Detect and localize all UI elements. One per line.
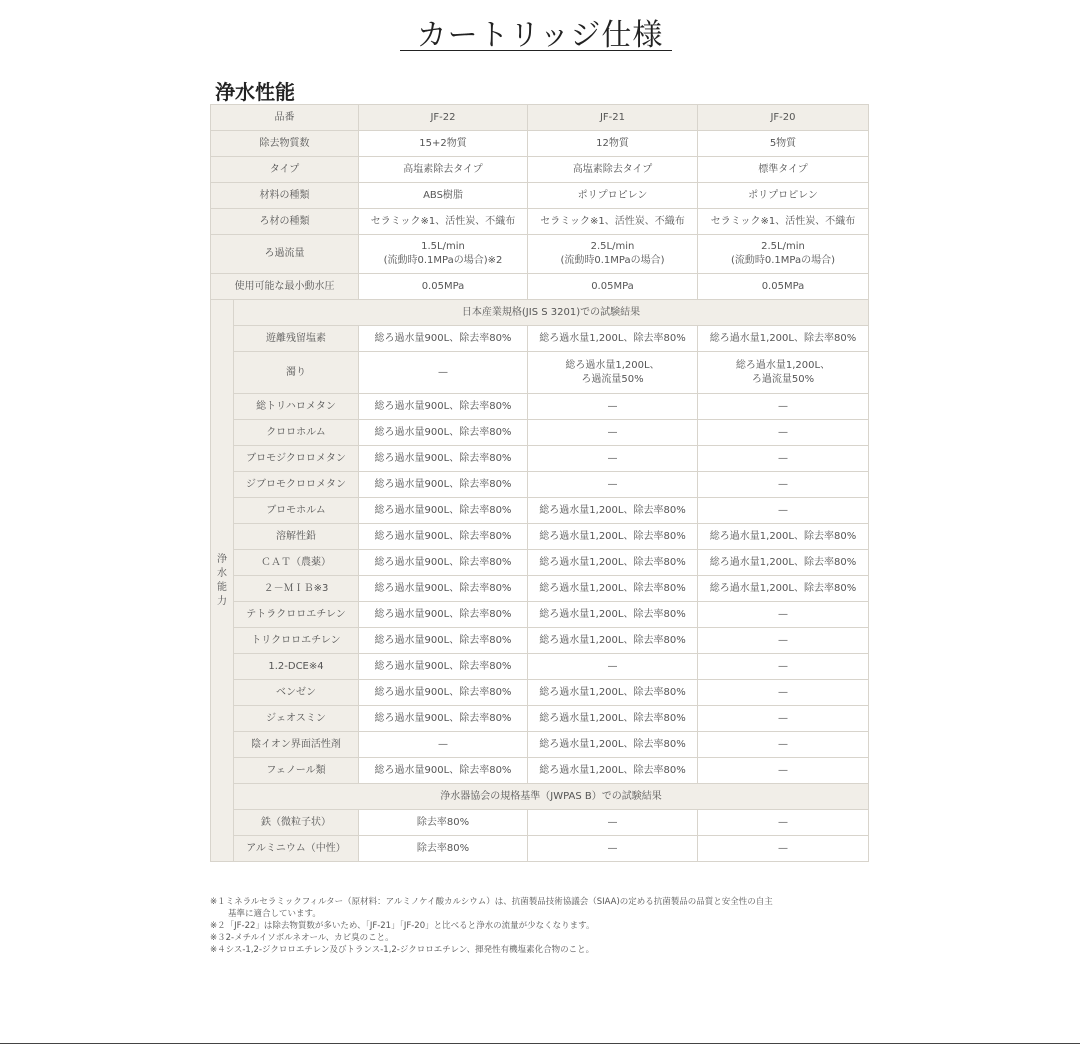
value-cell: —: [698, 602, 869, 628]
value-cell: —: [698, 706, 869, 732]
value-cell: 総ろ過水量900L、除去率80%: [359, 394, 528, 420]
value-cell: 総ろ過水量900L、除去率80%: [359, 498, 528, 524]
header-model-cell: JF-21: [528, 105, 698, 131]
value-cell: 0.05MPa: [528, 274, 698, 300]
row-label: ジェオスミン: [234, 706, 359, 732]
value-cell: 総ろ過水量1,200L、除去率80%: [698, 550, 869, 576]
spec-row: [211, 235, 869, 274]
value-cell: 総ろ過水量900L、除去率80%: [359, 602, 528, 628]
value-cell: 総ろ過水量900L、除去率80%: [359, 524, 528, 550]
result-row: [211, 628, 869, 654]
value-cell: 総ろ過水量1,200L、除去率80%: [528, 550, 698, 576]
row-label: 材料の種類: [211, 183, 359, 209]
spec-row: [211, 274, 869, 300]
value-cell: セラミック※1、活性炭、不織布: [359, 209, 528, 235]
row-label: フェノール類: [234, 758, 359, 784]
footnote: ※２「JF-22」は除去物質数が多いため、「JF-21」「JF-20」と比べると浄水の流量が少なくなります。: [210, 921, 595, 931]
row-label: 使用可能な最小動水圧: [211, 274, 359, 300]
row-label: 総トリハロメタン: [234, 394, 359, 420]
row-label: ろ材の種類: [211, 209, 359, 235]
result-row: [211, 836, 869, 862]
row-label: 1.2-DCE※4: [234, 654, 359, 680]
value-cell: 総ろ過水量1,200L、除去率80%: [528, 602, 698, 628]
value-cell: —: [698, 394, 869, 420]
value-cell: 5物質: [698, 131, 869, 157]
group-title-row: [211, 784, 869, 810]
row-label: 溶解性鉛: [234, 524, 359, 550]
group-title: 浄水器協会の規格基準（JWPAS B）での試験結果: [234, 784, 869, 810]
header-model-cell: JF-22: [359, 105, 528, 131]
value-cell: 高塩素除去タイプ: [528, 157, 698, 183]
value-cell: 総ろ過水量1,200L、 ろ過流量50%: [528, 352, 698, 394]
result-row: [211, 420, 869, 446]
row-label: 除去物質数: [211, 131, 359, 157]
value-cell: セラミック※1、活性炭、不織布: [698, 209, 869, 235]
value-cell: 総ろ過水量900L、除去率80%: [359, 706, 528, 732]
row-label: ジブロモクロロメタン: [234, 472, 359, 498]
result-row: [211, 810, 869, 836]
result-row: [211, 550, 869, 576]
value-cell: —: [698, 472, 869, 498]
value-cell: 総ろ過水量1,200L、除去率80%: [698, 524, 869, 550]
spec-row: [211, 131, 869, 157]
value-cell: —: [698, 810, 869, 836]
row-label: クロロホルム: [234, 420, 359, 446]
value-cell: —: [698, 758, 869, 784]
value-cell: セラミック※1、活性炭、不織布: [528, 209, 698, 235]
value-cell: 総ろ過水量1,200L、除去率80%: [698, 326, 869, 352]
value-cell: 総ろ過水量900L、除去率80%: [359, 550, 528, 576]
group-title: 日本産業規格(JIS S 3201)での試験結果: [234, 300, 869, 326]
value-cell: —: [698, 446, 869, 472]
result-row: [211, 576, 869, 602]
value-cell: —: [698, 654, 869, 680]
footnote: ※３2-メチルイソボルネオール、カビ臭のこと。: [210, 933, 394, 943]
row-label: ＣＡＴ（農薬）: [234, 550, 359, 576]
value-cell: 総ろ過水量1,200L、除去率80%: [528, 680, 698, 706]
header-label-cell: 品番: [211, 105, 359, 131]
spec-table: [210, 104, 869, 862]
row-label: タイプ: [211, 157, 359, 183]
bottom-divider: [0, 1043, 1080, 1044]
value-cell: —: [698, 680, 869, 706]
value-cell: —: [528, 654, 698, 680]
row-label: ベンゼン: [234, 680, 359, 706]
row-label: トリクロロエチレン: [234, 628, 359, 654]
result-row: [211, 680, 869, 706]
value-cell: —: [528, 394, 698, 420]
value-cell: 総ろ過水量900L、除去率80%: [359, 654, 528, 680]
value-cell: 高塩素除去タイプ: [359, 157, 528, 183]
header-model-cell: JF-20: [698, 105, 869, 131]
group-title-row: [211, 300, 869, 326]
value-cell: 総ろ過水量900L、除去率80%: [359, 472, 528, 498]
value-cell: —: [698, 420, 869, 446]
value-cell: 標準タイプ: [698, 157, 869, 183]
side-label-cell: [211, 300, 234, 862]
row-label: テトラクロロエチレン: [234, 602, 359, 628]
title-underline: [400, 50, 672, 51]
value-cell: ポリプロピレン: [528, 183, 698, 209]
row-label: ブロモホルム: [234, 498, 359, 524]
row-label: 鉄（微粒子状）: [234, 810, 359, 836]
value-cell: —: [698, 498, 869, 524]
value-cell: ポリプロピレン: [698, 183, 869, 209]
value-cell: 総ろ過水量1,200L、除去率80%: [528, 326, 698, 352]
value-cell: 総ろ過水量1,200L、除去率80%: [528, 498, 698, 524]
value-cell: —: [528, 472, 698, 498]
value-cell: 総ろ過水量900L、除去率80%: [359, 446, 528, 472]
value-cell: —: [528, 446, 698, 472]
value-cell: 除去率80%: [359, 836, 528, 862]
value-cell: —: [359, 352, 528, 394]
value-cell: 総ろ過水量1,200L、除去率80%: [698, 576, 869, 602]
row-label: ろ過流量: [211, 235, 359, 274]
value-cell: 総ろ過水量1,200L、除去率80%: [528, 732, 698, 758]
result-row: [211, 472, 869, 498]
page-title: カートリッジ仕様: [416, 18, 664, 53]
value-cell: 総ろ過水量1,200L、除去率80%: [528, 758, 698, 784]
value-cell: 2.5L/min (流動時0.1MPaの場合): [528, 235, 698, 274]
result-row: [211, 352, 869, 394]
value-cell: 12物質: [528, 131, 698, 157]
value-cell: 総ろ過水量1,200L、除去率80%: [528, 628, 698, 654]
spec-row: [211, 209, 869, 235]
result-row: [211, 732, 869, 758]
value-cell: 総ろ過水量900L、除去率80%: [359, 680, 528, 706]
value-cell: —: [528, 836, 698, 862]
result-row: [211, 654, 869, 680]
spec-row: [211, 157, 869, 183]
result-row: [211, 394, 869, 420]
header-row: [211, 105, 869, 131]
row-label: 陰イオン界面活性剤: [234, 732, 359, 758]
footnote: ※４シス-1,2-ジクロロエチレン及びトランス-1,2-ジクロロエチレン、揮発性有機塩素化合物のこと。: [210, 945, 595, 955]
section-title: 浄水性能: [215, 80, 295, 104]
side-label: 浄水能力: [217, 553, 227, 607]
value-cell: —: [698, 836, 869, 862]
value-cell: 総ろ過水量1,200L、除去率80%: [528, 524, 698, 550]
value-cell: 総ろ過水量1,200L、 ろ過流量50%: [698, 352, 869, 394]
value-cell: ABS樹脂: [359, 183, 528, 209]
result-row: [211, 602, 869, 628]
result-row: [211, 706, 869, 732]
value-cell: 0.05MPa: [698, 274, 869, 300]
footnotes: [210, 896, 890, 956]
result-row: [211, 524, 869, 550]
footnote: ※１ミネラルセラミックフィルター（原材料：アルミノケイ酸カルシウム）は、抗菌製品技術協議会（SIAA)の定める抗菌製品の品質と安全性の自主: [210, 897, 773, 907]
row-label: ２－ＭＩＢ※3: [234, 576, 359, 602]
value-cell: 総ろ過水量1,200L、除去率80%: [528, 576, 698, 602]
value-cell: 総ろ過水量900L、除去率80%: [359, 758, 528, 784]
value-cell: 総ろ過水量900L、除去率80%: [359, 628, 528, 654]
value-cell: 総ろ過水量900L、除去率80%: [359, 420, 528, 446]
value-cell: 総ろ過水量900L、除去率80%: [359, 576, 528, 602]
row-label: ブロモジクロロメタン: [234, 446, 359, 472]
value-cell: 1.5L/min (流動時0.1MPaの場合)※2: [359, 235, 528, 274]
value-cell: —: [698, 732, 869, 758]
footnote: 基準に適合しています。: [228, 909, 321, 919]
row-label: 遊離残留塩素: [234, 326, 359, 352]
result-row: [211, 446, 869, 472]
result-row: [211, 758, 869, 784]
value-cell: —: [528, 420, 698, 446]
value-cell: —: [359, 732, 528, 758]
result-row: [211, 326, 869, 352]
value-cell: —: [528, 810, 698, 836]
result-row: [211, 498, 869, 524]
value-cell: 除去率80%: [359, 810, 528, 836]
row-label: アルミニウム（中性）: [234, 836, 359, 862]
value-cell: 2.5L/min (流動時0.1MPaの場合): [698, 235, 869, 274]
row-label: 濁り: [234, 352, 359, 394]
value-cell: 15+2物質: [359, 131, 528, 157]
value-cell: 総ろ過水量1,200L、除去率80%: [528, 706, 698, 732]
value-cell: 0.05MPa: [359, 274, 528, 300]
value-cell: 総ろ過水量900L、除去率80%: [359, 326, 528, 352]
value-cell: —: [698, 628, 869, 654]
spec-row: [211, 183, 869, 209]
